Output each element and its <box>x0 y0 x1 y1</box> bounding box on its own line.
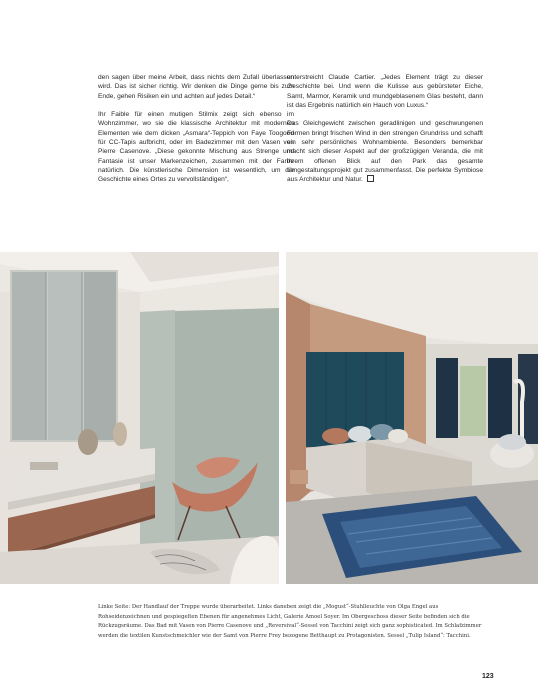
end-mark-icon <box>367 175 374 182</box>
bathroom-illustration <box>0 252 279 584</box>
article-column-right <box>287 73 483 194</box>
bathroom-photo <box>0 252 279 584</box>
paragraph: den sagen über meine Arbeit, dass nichts dem Zufall überlassen wird. Das ist sicher richtig. Wir denken die Dinge gerne bis zum Ende, gehen Risiken ein und achten auf jedes Detail.“ <box>98 74 294 100</box>
photo-caption: Linke Seite: Der Handlauf der Treppe wurde überarbeitet. Links daneben zeigt die „Mogust“-Stuhlleuchte von Olga Engel aus Rohseidenzeichnen und gespiegelten Ebenen für angenehmes Licht, Galerie Amoel Soyer. Im Obergeschoss dieser Seite befinden sich die Rückzugsräume. Das Bad mit Vasen von Pierre Casenove und „Reversival“-Sessel von Tacchini zeigt sich ganz sophisticated. Im Schlafzimmer werden die textilen Kunstschmeichler wie der Samt von Pierre Frey bezogene Betthaupt zu Protagonisten. Sessel „Tulip Island“: Tacchini. <box>98 604 482 639</box>
paragraph <box>287 119 483 184</box>
paragraph: Ihr Faible für einen mutigen Stilmix zeigt sich ebenso im Wohnzimmer, wo sie die klassische Architektur mit modernen Elementen wie dem dicken „Asmara“-Teppich von Faye Toogood für CC-Tapis aufbricht, oder im Badezimmer mit den Vasen von Pierre Casenove. „Diese gekonnte Mischung aus Strenge und Fantasie ist unser Markenzeichen, zusammen mit der Farbe natürlich. Die künstlerische Dimension ist wesentlich, um die Geschichte eines Ortes zu vervollständigen“, <box>98 111 294 184</box>
bedroom-illustration <box>286 252 538 584</box>
page-number: 123 <box>482 673 494 680</box>
paragraph-text: Das Gleichgewicht zwischen geradlinigen und geschwungenen Formen bringt frischen Wind in den strengen Grundriss und schafft ein sehr persönliches Wohnambiente. Besonders bemerkbar macht sich dieser Aspekt auf der großzügigen Veranda, die mit ihrem offenen Blick auf den Park das gesamte Umgestaltungsprojekt gut zusammenfasst. Die perfekte Symbiose aus Architektur und Natur. <box>287 120 483 184</box>
bedroom-photo <box>286 252 538 584</box>
paragraph: unterstreicht Claude Cartier. „Jedes Element trägt zu dieser Geschichte bei. Und wenn die Kulisse aus gebürsteter Eiche, Samt, Marmor, Keramik und mundgeblasenem Glas besteht, dann ist das Ergebnis natürlich ein Hauch von Luxus.“ <box>287 74 483 109</box>
article-column-left <box>98 73 294 194</box>
